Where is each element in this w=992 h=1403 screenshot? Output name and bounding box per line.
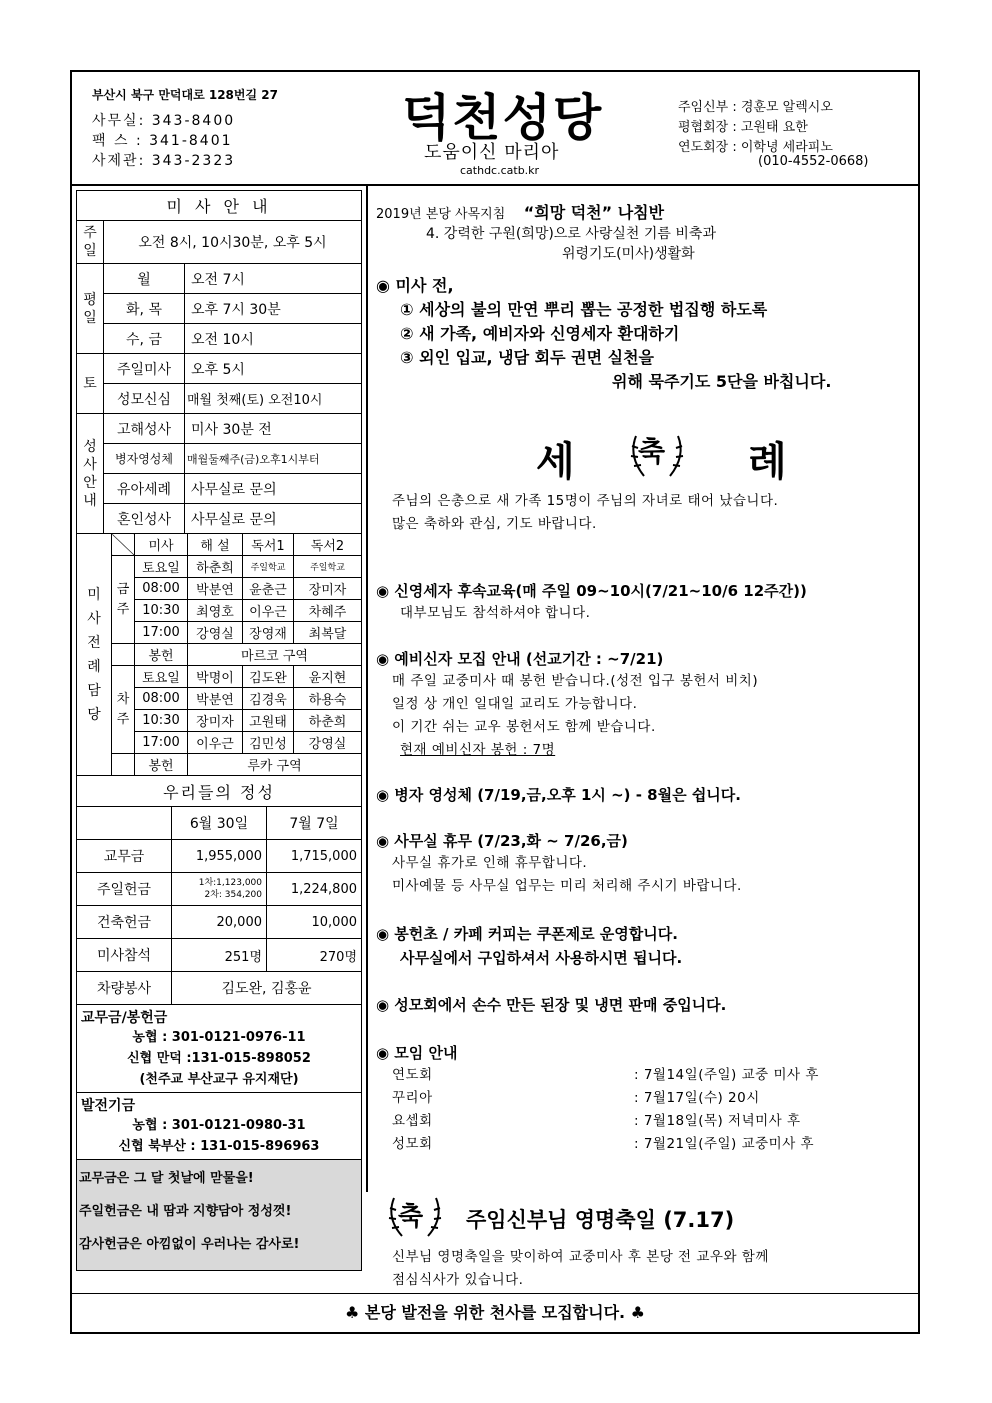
feast-title: 주임신부님 영명축일 (7.17) bbox=[466, 1208, 735, 1232]
pastor-info: 주임신부 : 경훈모 알렉시오 bbox=[678, 100, 833, 115]
offering-value: 1,715,000 bbox=[267, 840, 362, 873]
celebration-badge: 축 bbox=[638, 435, 666, 468]
prayer-end: 위해 묵주기도 5단을 바칩니다. bbox=[612, 372, 832, 391]
duty-cell: 주일학교 bbox=[243, 556, 294, 578]
feast-text: 신부님 영명축일을 맞이하여 교중미사 후 본당 전 교우와 함께 bbox=[392, 1249, 769, 1265]
baptism-banner bbox=[376, 426, 911, 486]
notice-body: 매 주일 교중미사 때 봉헌 받습니다.(성전 입구 봉헌서 비치) bbox=[392, 673, 759, 689]
baptism-char: 세 bbox=[536, 439, 575, 485]
duty-header: 미사 bbox=[135, 534, 188, 556]
feast-banner bbox=[376, 1190, 911, 1240]
duty-cell: 17:00 bbox=[135, 622, 188, 644]
sacrament-info: 매월둘째주(금)오후1시부터 bbox=[185, 444, 362, 474]
notice-head: ◉ 예비신자 모집 안내 (선교기간 : ~7/21) bbox=[376, 650, 664, 668]
fax-number: 팩 스 : 341-8401 bbox=[92, 133, 233, 149]
bulletin-header bbox=[72, 72, 918, 186]
duty-side-label: 미사전례담당 bbox=[77, 534, 112, 776]
notice-body: 현재 예비신자 봉헌 : 7명 bbox=[400, 742, 556, 758]
week1-label: 금주 bbox=[112, 556, 135, 644]
offering-value: 20,000 bbox=[172, 906, 267, 939]
weekday-time: 오후 7시 30분 bbox=[185, 294, 362, 324]
offering-row-label: 주일헌금 bbox=[77, 873, 172, 906]
notice-body: 미사예물 등 사무실 업무는 미리 처리해 주시기 바랍니다. bbox=[392, 878, 742, 894]
duty-cell: 토요일 bbox=[135, 666, 188, 688]
weekday-day: 수, 금 bbox=[104, 324, 185, 354]
meeting-group: 요셉회 bbox=[392, 1113, 433, 1129]
sacrament-name: 고해성사 bbox=[104, 414, 185, 444]
slogan: 주일헌금은 내 땀과 지향담아 정성껏! bbox=[79, 1204, 292, 1219]
diag-cell bbox=[112, 534, 135, 556]
meeting-group: 성모회 bbox=[392, 1136, 433, 1152]
duty-cell: 10:30 bbox=[135, 710, 188, 732]
offering-value-split bbox=[172, 873, 267, 906]
offering-row-label: 건축헌금 bbox=[77, 906, 172, 939]
prayer-item: ③ 외인 입교, 냉담 회두 권면 실천을 bbox=[400, 348, 654, 367]
meeting-when: : 7월18일(목) 저녁미사 후 bbox=[634, 1113, 801, 1129]
notice-neophyte bbox=[376, 580, 911, 625]
notice-head: ◉ 모임 안내 bbox=[376, 1044, 458, 1062]
footer-divider bbox=[72, 1293, 918, 1294]
duty-cell: 토요일 bbox=[135, 556, 188, 578]
meeting-notice bbox=[376, 1042, 911, 1156]
offering-value: 251명 bbox=[172, 939, 267, 972]
slogan-box bbox=[76, 1160, 362, 1271]
account-line: (천주교 부산교구 유지재단) bbox=[139, 1072, 299, 1087]
sacrament-name: 병자영성체 bbox=[104, 444, 185, 474]
duty-cell: 이우근 bbox=[243, 600, 294, 622]
duty-cell: 10:30 bbox=[135, 600, 188, 622]
baptism-text: 많은 축하와 관심, 기도 바랍니다. bbox=[392, 516, 597, 532]
saturday-item: 주일미사 bbox=[104, 354, 185, 384]
duty-cell: 하춘희 bbox=[188, 556, 243, 578]
offering-value: 1,224,800 bbox=[267, 873, 362, 906]
duty-cell: 최영호 bbox=[188, 600, 243, 622]
slogan: 감사헌금은 아낌없이 우러나는 감사로! bbox=[79, 1237, 300, 1252]
feast-notice bbox=[392, 1246, 927, 1292]
duty-cell: 윤춘근 bbox=[243, 578, 294, 600]
notice-office-closed bbox=[376, 830, 911, 898]
saturday-time: 매월 첫째(토) 오전10시 bbox=[185, 384, 362, 414]
duty-header: 독서2 bbox=[294, 534, 362, 556]
prayer-head: ◉ 미사 전, bbox=[376, 276, 454, 295]
church-subtitle: 도움이신 마리아 bbox=[424, 142, 560, 163]
meeting-when: : 7월17일(수) 20시 bbox=[634, 1090, 760, 1106]
account-line: 농협 : 301-0121-0976-11 bbox=[132, 1030, 306, 1045]
church-url: cathdc.catb.kr bbox=[460, 164, 540, 177]
offering-col: 7월 7일 bbox=[267, 807, 362, 840]
column-divider bbox=[366, 184, 368, 1192]
offering-group: 루카 구역 bbox=[188, 754, 362, 776]
sacrament-info: 사무실로 문의 bbox=[185, 504, 362, 534]
offering-table bbox=[76, 775, 362, 1005]
baptism-text: 주님의 은총으로 새 가족 15명이 주님의 자녀로 태어 났습니다. bbox=[392, 493, 779, 509]
yeondo-info: 연도회장 : 이학녕 세라피노 bbox=[678, 140, 833, 155]
weekday-time: 오전 10시 bbox=[185, 324, 362, 354]
offering-col: 6월 30일 bbox=[172, 807, 267, 840]
notice-body: 일정 상 개인 일대일 교리도 가능합니다. bbox=[392, 696, 638, 712]
liturgy-duty-table bbox=[76, 533, 362, 776]
duty-cell: 차혜주 bbox=[294, 600, 362, 622]
sacrament-label: 성사안내 bbox=[77, 414, 104, 534]
notice-head: ◉ 신영세자 후속교육(매 주일 09~10시(7/21~10/6 12주간)) bbox=[376, 582, 807, 600]
baptism-char: 례 bbox=[748, 439, 787, 485]
duty-cell: 박명이 bbox=[188, 666, 243, 688]
offering-value: 270명 bbox=[267, 939, 362, 972]
pastoral-guide bbox=[376, 200, 911, 263]
duty-cell: 하춘희 bbox=[294, 710, 362, 732]
duty-cell: 윤지현 bbox=[294, 666, 362, 688]
notice-body: 사무실에서 구입하셔서 사용하시면 됩니다. bbox=[400, 949, 683, 967]
notice-communion bbox=[376, 784, 911, 805]
sunday-label: 주일 bbox=[77, 221, 104, 264]
feast-text: 점심식사가 있습니다. bbox=[392, 1272, 524, 1288]
celebration-badge: 축 bbox=[398, 1202, 424, 1232]
sacrament-info: 미사 30분 전 bbox=[185, 414, 362, 444]
guide-title: “희망 덕천” 나침반 bbox=[523, 203, 665, 222]
notice-head: ◉ 사무실 휴무 (7/23,화 ~ 7/26,금) bbox=[376, 832, 628, 850]
week2-label: 차주 bbox=[112, 666, 135, 754]
saturday-time: 오후 5시 bbox=[185, 354, 362, 384]
development-fund bbox=[76, 1093, 362, 1160]
guide-year: 2019년 본당 사목지침 bbox=[376, 207, 506, 222]
duty-cell: 17:00 bbox=[135, 732, 188, 754]
notice-body: 사무실 휴가로 인해 휴무합니다. bbox=[392, 855, 588, 871]
prayer-item: ② 새 가족, 예비자와 신영세자 환대하기 bbox=[400, 324, 680, 343]
notice-coupon bbox=[376, 922, 911, 970]
duty-cell: 강영실 bbox=[294, 732, 362, 754]
notice-catechumen bbox=[376, 648, 911, 762]
duty-cell: 최복달 bbox=[294, 622, 362, 644]
offering-label: 봉헌 bbox=[135, 754, 188, 776]
notice-head: ◉ 성모회에서 손수 만든 된장 및 냉면 판매 중입니다. bbox=[376, 996, 727, 1014]
sunday-time: 오전 8시, 10시30분, 오후 5시 bbox=[104, 221, 362, 264]
meeting-row bbox=[376, 1133, 911, 1156]
duty-cell: 주일학교 bbox=[294, 556, 362, 578]
weekday-day: 화, 목 bbox=[104, 294, 185, 324]
offering-heading: 우리들의 정성 bbox=[77, 776, 362, 807]
weekday-time: 오전 7시 bbox=[185, 264, 362, 294]
sacrament-name: 혼인성사 bbox=[104, 504, 185, 534]
offering-value: 10,000 bbox=[267, 906, 362, 939]
offering-value-1: 1차:1,123,000 bbox=[198, 878, 262, 888]
duty-header: 독서1 bbox=[243, 534, 294, 556]
duty-cell: 장미자 bbox=[294, 578, 362, 600]
offering-group: 마르코 구역 bbox=[188, 644, 362, 666]
duty-cell: 박분연 bbox=[188, 578, 243, 600]
duty-cell: 김경욱 bbox=[243, 688, 294, 710]
account-line: 신협 만덕 :131-015-898052 bbox=[127, 1051, 311, 1066]
slogan: 교무금은 그 달 첫날에 맏물을! bbox=[79, 1171, 254, 1186]
duty-cell: 고원태 bbox=[243, 710, 294, 732]
duty-cell: 박분연 bbox=[188, 688, 243, 710]
account-title: 교무금/봉헌금 bbox=[81, 1010, 168, 1026]
duty-cell: 김도완 bbox=[243, 666, 294, 688]
duty-cell: 장영재 bbox=[243, 622, 294, 644]
left-column bbox=[76, 190, 362, 1271]
prayer-item: ① 세상의 불의 만연 뿌리 뽑는 공정한 법집행 하도록 bbox=[400, 300, 768, 319]
notice-body: 대부모님도 참석하셔야 합니다. bbox=[400, 605, 591, 621]
sacrament-name: 유아세례 bbox=[104, 474, 185, 504]
offering-value: 1,955,000 bbox=[172, 840, 267, 873]
meeting-when: : 7월14일(주일) 교중 미사 후 bbox=[634, 1067, 819, 1083]
saturday-item: 성모신심 bbox=[104, 384, 185, 414]
duty-cell: 하용숙 bbox=[294, 688, 362, 710]
offering-row-label: 교무금 bbox=[77, 840, 172, 873]
notice-head: ◉ 병자 영성체 (7/19,금,오후 1시 ~) - 8월은 쉽니다. bbox=[376, 786, 741, 804]
sacrament-info: 사무실로 문의 bbox=[185, 474, 362, 504]
fund-line: 농협 : 301-0121-0980-31 bbox=[132, 1118, 306, 1133]
church-address: 부산시 북구 만덕대로 128번길 27 bbox=[92, 88, 278, 102]
weekday-label: 평일 bbox=[77, 264, 104, 354]
duty-cell: 장미자 bbox=[188, 710, 243, 732]
offering-value-2: 2차: 354,200 bbox=[204, 890, 262, 900]
baptism-notice bbox=[392, 490, 927, 536]
driver-names: 김도완, 김홍윤 bbox=[172, 972, 362, 1005]
duty-cell: 08:00 bbox=[135, 578, 188, 600]
account-info bbox=[76, 1005, 362, 1093]
duty-cell: 강영실 bbox=[188, 622, 243, 644]
duty-cell: 이우근 bbox=[188, 732, 243, 754]
meeting-group: 꾸리아 bbox=[392, 1090, 433, 1106]
meeting-row bbox=[376, 1110, 911, 1133]
duty-header: 해 설 bbox=[188, 534, 243, 556]
fund-line: 신협 북부산 : 131-015-896963 bbox=[118, 1139, 320, 1154]
notice-body: 이 기간 쉬는 교우 봉헌서도 함께 받습니다. bbox=[392, 719, 656, 735]
rectory-phone: 사제관: 343-2323 bbox=[92, 153, 236, 169]
guide-line: 위령기도(미사)생활화 bbox=[562, 246, 695, 262]
office-phone: 사무실: 343-8400 bbox=[92, 113, 236, 129]
driver-label: 차량봉사 bbox=[77, 972, 172, 1005]
fund-title: 발전기금 bbox=[81, 1098, 136, 1114]
mass-heading: 미 사 안 내 bbox=[77, 191, 362, 221]
mass-schedule-table bbox=[76, 190, 362, 534]
weekday-day: 월 bbox=[104, 264, 185, 294]
meeting-group: 연도회 bbox=[392, 1067, 433, 1083]
footer-text: ♣ 본당 발전을 위한 천사를 모집합니다. ♣ bbox=[344, 1303, 646, 1322]
guide-line: 4. 강력한 구원(희망)으로 사랑실천 기름 비축과 bbox=[426, 226, 716, 242]
meeting-when: : 7월21일(주일) 교중미사 후 bbox=[634, 1136, 815, 1152]
yeondo-phone: (010-4552-0668) bbox=[758, 154, 869, 169]
offering-row-label: 미사참석 bbox=[77, 939, 172, 972]
meeting-row bbox=[376, 1064, 911, 1087]
saturday-label: 토 bbox=[77, 354, 104, 414]
church-name: 덕천성당 bbox=[402, 89, 604, 147]
meeting-row bbox=[376, 1087, 911, 1110]
mass-prayer-intention bbox=[376, 274, 911, 394]
council-info: 평협회장 : 고원태 요한 bbox=[678, 120, 808, 135]
offering-label: 봉헌 bbox=[135, 644, 188, 666]
duty-cell: 08:00 bbox=[135, 688, 188, 710]
duty-cell: 김민성 bbox=[243, 732, 294, 754]
notice-sale bbox=[376, 994, 911, 1015]
notice-head: ◉ 봉헌초 / 카페 커피는 쿠폰제로 운영합니다. bbox=[376, 925, 678, 943]
